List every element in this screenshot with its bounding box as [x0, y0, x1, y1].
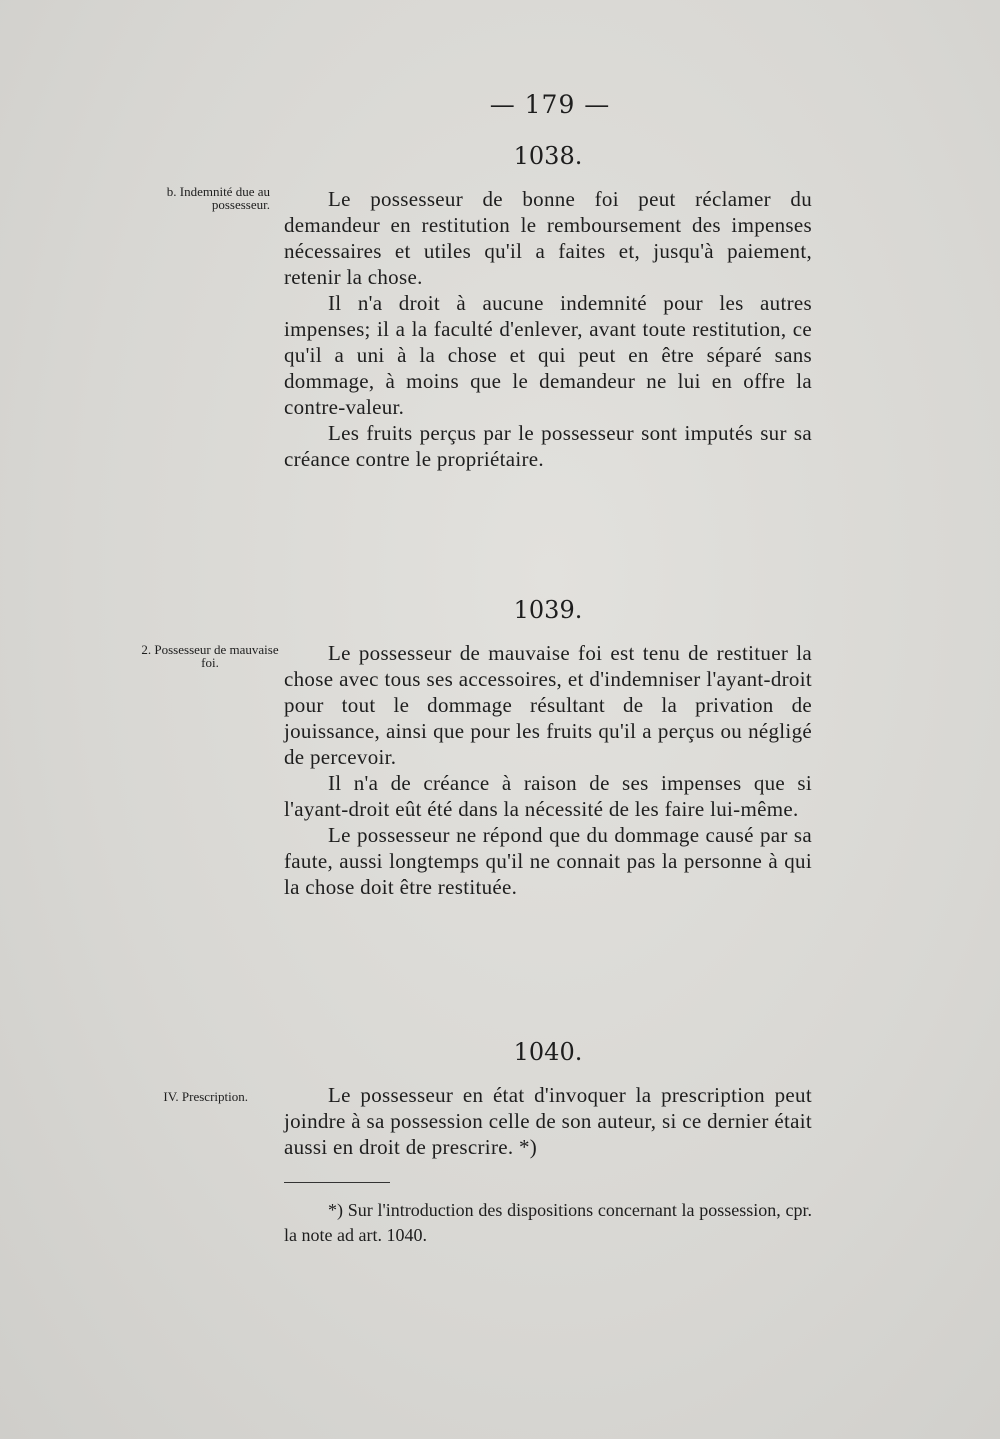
margin-note-1040: IV. Prescription. — [163, 1089, 248, 1104]
paragraph: Le possesseur de mauvaise foi est tenu de restituer la chose avec tous ses accessoires, et d'indemniser l'ayant-droit pour tout le dommage résultant de la privation de jouissance, ainsi que pour les fruits qu'il a perçus ou négligé de percevoir. — [284, 641, 812, 769]
paragraph: Le possesseur en état d'invoquer la prescription peut joindre à sa possession celle de son auteur, si ce dernier était aussi en droit de prescrire. *) — [284, 1083, 812, 1159]
article-number: 1039. — [513, 596, 583, 624]
paragraph: Le possesseur ne répond que du dommage causé par sa faute, aussi longtemps qu'il ne connait pas la personne à qui la chose doit être restituée. — [284, 823, 812, 899]
margin-note-1039: 2. Possesseur de mauvaise foi. — [141, 642, 279, 670]
article-number: 1038. — [513, 142, 583, 170]
article-1040 — [284, 1038, 812, 1160]
page-number: — 179 — — [489, 90, 611, 119]
paragraph: Il n'a de créance à raison de ses impenses que si l'ayant-droit eût été dans la nécessité de les faire lui-même. — [284, 771, 812, 821]
article-1039 — [284, 596, 812, 900]
footnote: *) Sur l'introduction des dispositions concernant la possession, cpr. la note ad art. 1040. — [284, 1200, 812, 1245]
margin-note-1038: b. Indemnité due au possesseur. — [166, 184, 270, 212]
article-number: 1040. — [513, 1038, 583, 1066]
paragraph: Le possesseur de bonne foi peut réclamer du demandeur en restitution le remboursement des impenses nécessaires et utiles qu'il a faites et, jusqu'à paiement, retenir la chose. — [284, 187, 812, 289]
footnote-rule — [284, 1182, 390, 1183]
paragraph: Les fruits perçus par le possesseur sont imputés sur sa créance contre le propriétaire. — [284, 421, 812, 471]
article-1038 — [284, 142, 812, 472]
paragraph: Il n'a droit à aucune indemnité pour les autres impenses; il a la faculté d'enlever, avant toute restitution, ce qu'il a uni à la chose et qui peut en être séparé sans dommage, à moins que le demandeur ne lui en offre la contre-valeur. — [284, 291, 812, 419]
